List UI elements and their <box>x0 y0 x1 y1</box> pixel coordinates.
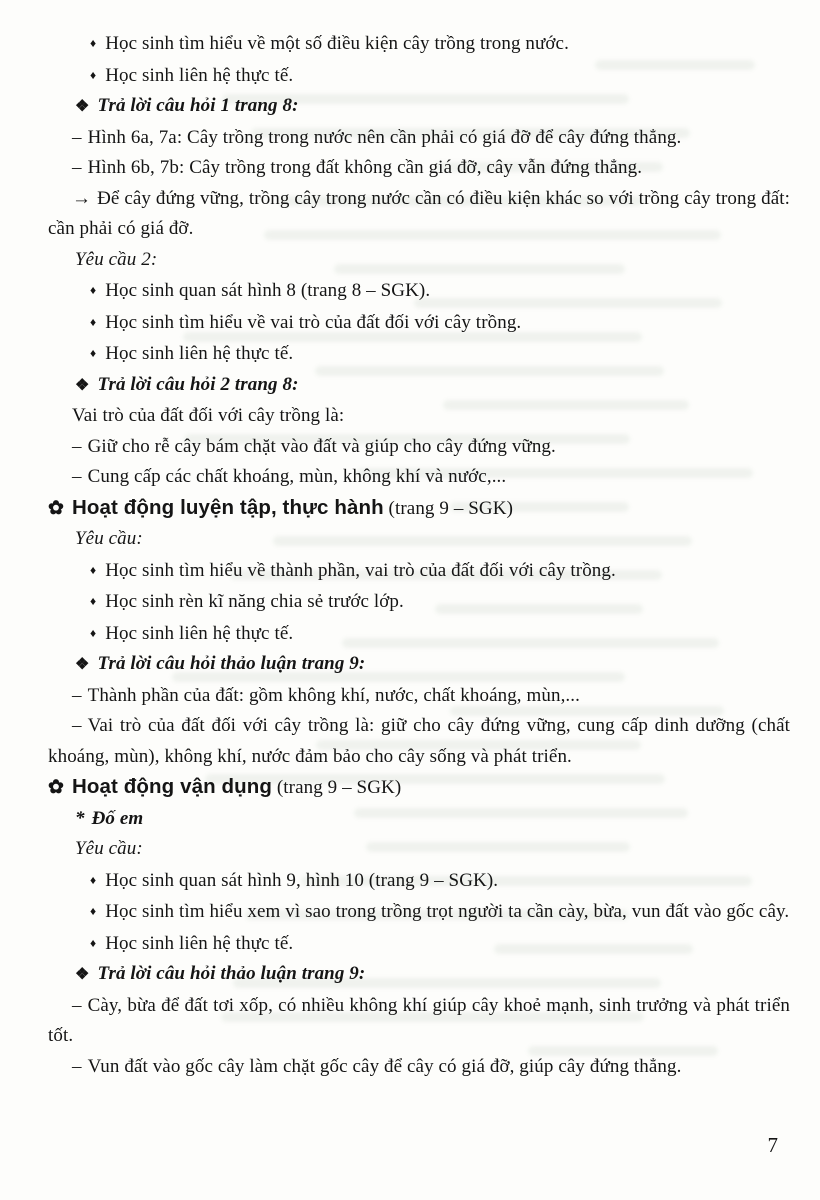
diamond-bullet-icon: ♦ <box>90 67 97 82</box>
dash-item <box>48 711 790 772</box>
diamond-bullet-icon: ♦ <box>90 625 97 640</box>
section-title: Hoạt động luyện tập, thực hành <box>72 495 384 519</box>
bullet-item <box>48 555 790 587</box>
answer-heading <box>48 370 790 402</box>
bullet-item <box>48 275 790 307</box>
diamond-bullet-icon: ♦ <box>90 283 97 297</box>
dash-mark: – <box>72 994 82 1016</box>
dash-mark: – <box>72 157 82 178</box>
bullet-item <box>48 28 790 60</box>
diamond-bullet-icon: ♦ <box>90 594 97 608</box>
text: Học sinh rèn kĩ năng chia sẻ trước lớp. <box>105 591 404 612</box>
subheading-italic <box>48 245 790 276</box>
answer-heading <box>48 91 790 123</box>
text: Thành phần của đất: gồm không khí, nước, chất khoáng, mùn,... <box>87 684 580 706</box>
section-suffix: (trang 9 – SGK) <box>383 497 514 519</box>
text: Vai trò của đất đối với cây trồng là: giữ cho cây đứng vững, cung cấp dinh dưỡng (chất khoáng, mùn), không khí, nước đảm bảo cho cây sống và phát triển. <box>48 715 790 767</box>
text: Học sinh quan sát hình 9, hình 10 (trang 9 – SGK). <box>105 869 499 891</box>
text: Học sinh tìm hiểu xem vì sao trong trồng trọt người ta cần cày, bừa, vun đất vào gốc cây. <box>105 901 790 922</box>
text: Giữ cho rễ cây bám chặt vào đất và giúp cho cây đứng vững. <box>87 435 556 457</box>
subheading-italic <box>48 834 790 865</box>
text: Yêu cầu 2: <box>75 248 158 270</box>
bullet-item <box>48 586 790 618</box>
section-heading <box>48 772 790 804</box>
answer-heading <box>48 649 790 681</box>
dash-mark: – <box>72 435 82 457</box>
answer-diamond-icon: ❖ <box>75 376 90 394</box>
text-line <box>48 401 790 432</box>
diamond-bullet-icon: ♦ <box>90 872 97 887</box>
text: Học sinh quan sát hình 8 (trang 8 – SGK). <box>105 280 431 301</box>
dash-item <box>48 991 790 1052</box>
text: Hình 6a, 7a: Cây trồng trong nước nên cần phải có giá đỡ để cây đứng thẳng. <box>87 126 682 148</box>
diamond-bullet-icon: ♦ <box>90 935 97 950</box>
bullet-item <box>48 60 790 92</box>
page-number: 7 <box>767 1133 778 1157</box>
diamond-bullet-icon: ♦ <box>90 562 97 577</box>
text: Học sinh liên hệ thực tế. <box>105 343 294 364</box>
answer-heading <box>48 959 790 991</box>
dash-item <box>48 1052 790 1083</box>
dash-item <box>48 432 790 463</box>
text: Vai trò của đất đối với cây trồng là: <box>72 405 345 426</box>
bullet-item <box>48 307 790 339</box>
dash-mark: – <box>72 1055 82 1077</box>
section-heading <box>48 493 790 525</box>
text: Học sinh tìm hiểu về vai trò của đất đối với cây trồng. <box>105 311 522 333</box>
diamond-bullet-icon: ♦ <box>90 904 97 918</box>
document-content <box>48 28 790 1082</box>
bullet-item <box>48 618 790 650</box>
text: Học sinh liên hệ thực tế. <box>105 64 294 86</box>
text: Học sinh liên hệ thực tế. <box>105 932 294 954</box>
asterisk-mark: * <box>75 807 85 829</box>
text: Trả lời câu hỏi thảo luận trang 9: <box>97 653 366 674</box>
diamond-bullet-icon: ♦ <box>90 346 97 360</box>
flower-icon: ✿ <box>48 777 65 798</box>
section-title: Hoạt động vận dụng <box>72 775 272 798</box>
flower-icon: ✿ <box>48 497 65 519</box>
arrow-icon: → <box>72 187 92 209</box>
section-suffix: (trang 9 – SGK) <box>271 777 402 798</box>
text: Trả lời câu hỏi 1 trang 8: <box>97 95 299 116</box>
dash-item <box>48 123 790 154</box>
bullet-item <box>48 928 790 960</box>
bullet-item <box>48 338 790 370</box>
text: Để cây đứng vững, trồng cây trong nước cần có điều kiện khác so với trồng cây trong đất: cần phải có giá đỡ. <box>48 187 790 239</box>
text: Trả lời câu hỏi thảo luận trang 9: <box>97 963 366 984</box>
bullet-item <box>48 865 790 897</box>
diamond-bullet-icon: ♦ <box>90 36 97 50</box>
text: Hình 6b, 7b: Cây trồng trong đất không cần giá đỡ, cây vẫn đứng thẳng. <box>87 157 643 178</box>
answer-diamond-icon: ❖ <box>75 656 90 673</box>
text: Học sinh tìm hiểu về một số điều kiện cây trồng trong nước. <box>105 33 569 54</box>
subheading-italic <box>48 524 790 555</box>
dash-item <box>48 462 790 493</box>
arrow-note <box>48 184 790 245</box>
text: Vun đất vào gốc cây làm chặt gốc cây để cây có giá đỡ, giúp cây đứng thẳng. <box>87 1055 682 1077</box>
dash-mark: – <box>72 684 82 706</box>
dash-item <box>48 153 790 184</box>
text: Đố em <box>91 807 144 829</box>
diamond-bullet-icon: ♦ <box>90 314 97 329</box>
text: Trả lời câu hỏi 2 trang 8: <box>97 373 299 395</box>
text: Cung cấp các chất khoáng, mùn, không khí và nước,... <box>87 466 507 487</box>
dash-item <box>48 681 790 712</box>
dash-mark: – <box>72 126 82 148</box>
bullet-item <box>48 896 790 928</box>
text: Yêu cầu: <box>75 528 143 549</box>
riddle-heading <box>48 804 790 835</box>
text: Cày, bừa để đất tơi xốp, có nhiều không khí giúp cây khoẻ mạnh, sinh trưởng và phát triển tốt. <box>48 994 790 1046</box>
dash-mark: – <box>72 466 82 487</box>
text: Học sinh tìm hiểu về thành phần, vai trò của đất đối với cây trồng. <box>105 559 616 581</box>
answer-diamond-icon: ❖ <box>75 966 90 983</box>
dash-mark: – <box>72 715 82 736</box>
text: Học sinh liên hệ thực tế. <box>105 622 294 644</box>
answer-diamond-icon: ❖ <box>75 98 90 115</box>
text: Yêu cầu: <box>75 838 143 859</box>
